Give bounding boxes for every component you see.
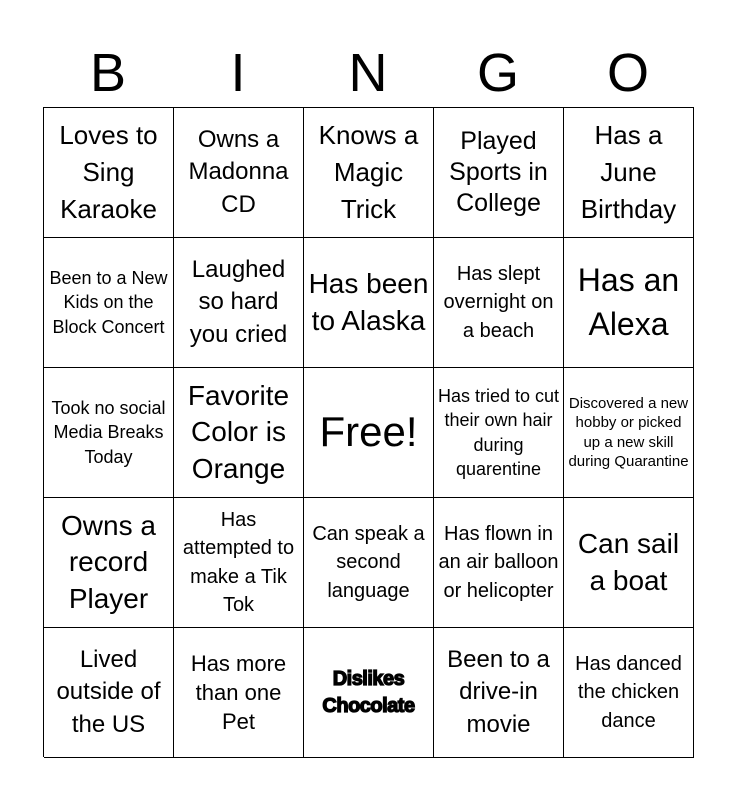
cell-text: Loves to Sing Karaoke [59, 120, 158, 224]
cell-text: Played Sports in College [449, 126, 548, 218]
bingo-cell[interactable] [304, 628, 434, 758]
cell-text: Has tried to cut their own hair during quarentine [437, 385, 560, 479]
cell-text: Discovered a new hobby or picked up a new skill during Quarantine [568, 394, 689, 470]
header-letter-g: G [476, 43, 519, 103]
bingo-cell[interactable] [304, 498, 434, 628]
cell-text: Can sail a boat [577, 528, 680, 596]
cell-text: Dislikes Chocolate [322, 667, 415, 717]
bingo-cell[interactable] [564, 108, 694, 238]
cell-text: Laughed so hard you cried [189, 255, 288, 348]
cell-text: Favorite Color is Orange [187, 379, 290, 484]
cell-text: Owns a record Player [61, 509, 156, 614]
bingo-cell[interactable] [304, 108, 434, 238]
cell-text: Been to a New Kids on the Block Concert [49, 268, 168, 337]
bingo-cell[interactable] [434, 108, 564, 238]
bingo-cell[interactable] [564, 628, 694, 758]
cell-text: Has been to Alaska [308, 268, 429, 336]
cell-text: Can speak a second language [312, 522, 425, 602]
bingo-cell[interactable] [174, 108, 304, 238]
cell-text: Has flown in an air balloon or helicopter [438, 522, 559, 602]
cell-text: Has an Alexa [577, 262, 680, 342]
bingo-cell[interactable] [174, 498, 304, 628]
bingo-cell[interactable] [434, 238, 564, 368]
header-letter-b: B [89, 43, 127, 103]
cell-text: Has danced the chicken dance [575, 652, 682, 732]
cell-text: Has more than one Pet [190, 650, 287, 735]
header-letter-o: O [606, 43, 649, 103]
bingo-cell[interactable] [44, 108, 174, 238]
bingo-board [43, 107, 694, 757]
bingo-cell[interactable] [44, 498, 174, 628]
cell-text: Has a June Birthday [580, 120, 677, 224]
header-letter-i: I [230, 43, 246, 103]
free-space-text: Free! [319, 408, 418, 456]
free-space-cell[interactable] [304, 368, 434, 498]
bingo-cell[interactable] [564, 238, 694, 368]
header-letter-n: N [348, 43, 388, 103]
cell-text: Took no social Media Breaks Today [51, 398, 166, 467]
cell-text: Been to a drive-in movie [447, 645, 550, 738]
cell-text: Knows a Magic Trick [318, 120, 419, 224]
bingo-cell[interactable] [174, 368, 304, 498]
bingo-header [43, 38, 693, 108]
bingo-cell[interactable] [44, 368, 174, 498]
bingo-cell[interactable] [174, 628, 304, 758]
bingo-cell[interactable] [44, 628, 174, 758]
cell-text: Lived outside of the US [56, 645, 161, 738]
bingo-cell[interactable] [434, 368, 564, 498]
bingo-cell[interactable] [564, 498, 694, 628]
bingo-cell[interactable] [434, 628, 564, 758]
bingo-cell[interactable] [564, 368, 694, 498]
bingo-cell[interactable] [304, 238, 434, 368]
cell-text: Has attempted to make a Tik Tok [182, 508, 295, 616]
cell-text: Owns a Madonna CD [188, 125, 289, 218]
cell-text: Has slept overnight on a beach [443, 262, 554, 342]
bingo-cell[interactable] [434, 498, 564, 628]
bingo-cell[interactable] [44, 238, 174, 368]
bingo-cell[interactable] [174, 238, 304, 368]
